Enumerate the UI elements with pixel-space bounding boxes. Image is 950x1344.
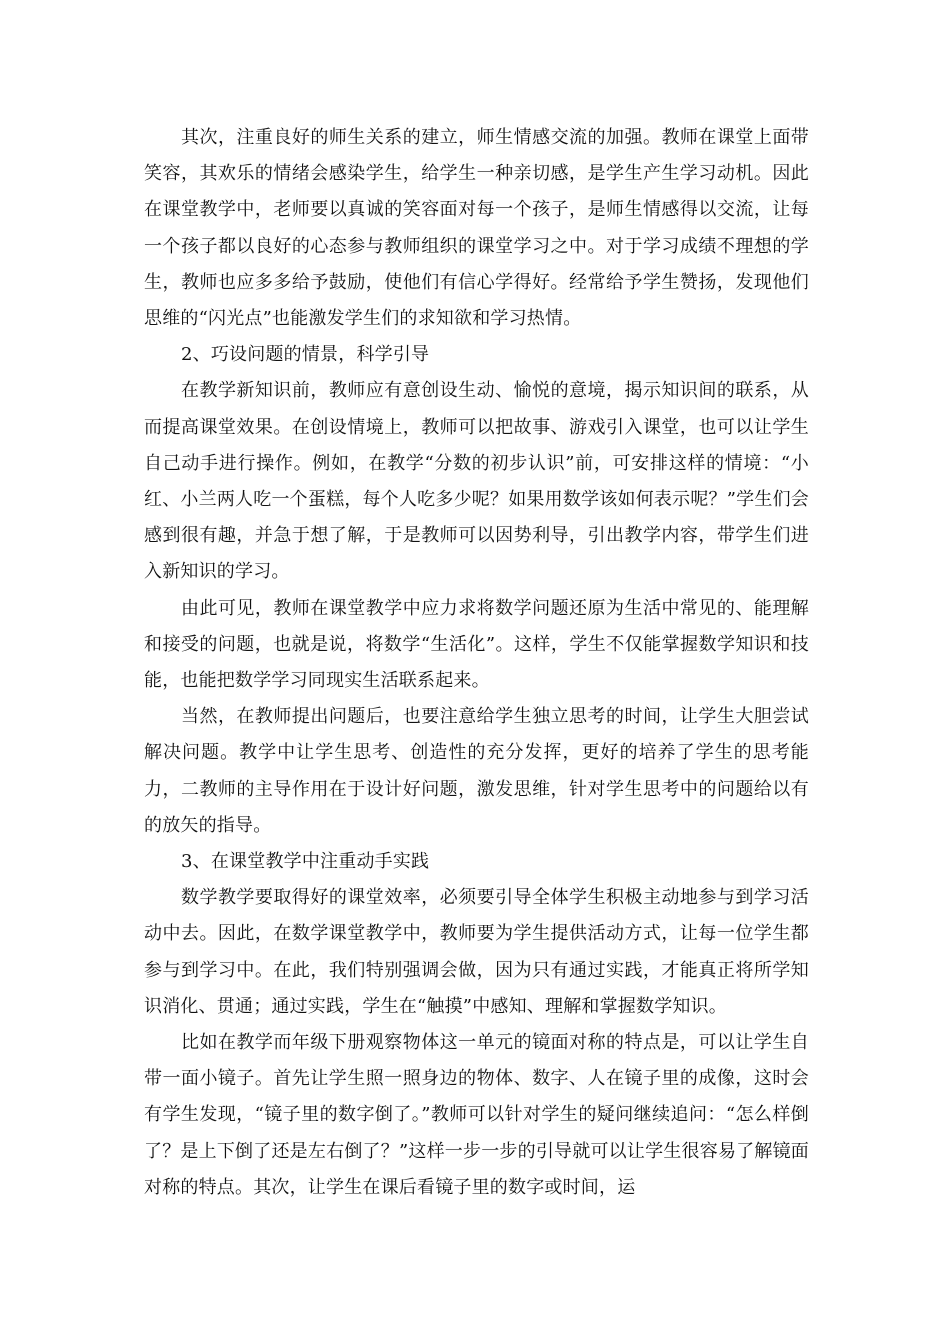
paragraph-mirror-example: 比如在教学而年级下册观察物体这一单元的镜面对称的特点是，可以让学生自带一面小镜子。首先让学生照一照身边的物体、数字、人在镜子里的成像，这时会有学生发现，“镜子里的数字倒了。”教师可以针对学生的疑问继续追问：“怎么样倒了？是上下倒了还是左右倒了？”这样一步一步的引导就可以让学生很容易了解镜面对称的特点。其次，让学生在课后看镜子里的数字或时间，运 (144, 1032, 809, 1198)
section-heading-2: 2、巧设问题的情景，科学引导 (181, 344, 430, 366)
paragraph-math-life: 由此可见，教师在课堂教学中应力求将数学问题还原为生活中常见的、能理解和接受的问题，也就是说，将数学“生活化”。这样，学生不仅能掌握数学知识和技能，也能把数学学习同现实生活联系起来。 (144, 597, 809, 692)
paragraph-hands-on-practice: 数学教学要取得好的课堂效率，必须要引导全体学生积极主动地参与到学习活动中去。因此，在数学课堂教学中，教师要为学生提供活动方式，让每一位学生都参与到学习中。在此，我们特别强调会做，因为只有通过实践，才能真正将所学知识消化、贯通；通过实践，学生在“触摸”中感知、理解和掌握数学知识。 (144, 887, 809, 1017)
paragraph-independent-thinking: 当然，在教师提出问题后，也要注意给学生独立思考的时间，让学生大胆尝试解决问题。教学中让学生思考、创造性的充分发挥，更好的培养了学生的思考能力，二教师的主导作用在于设计好问题，激发思维，针对学生思考中的问题给以有的放矢的指导。 (144, 706, 809, 836)
section-heading-3: 3、在课堂教学中注重动手实践 (181, 851, 430, 873)
document-body (144, 120, 809, 1206)
paragraph-teacher-student-relationship: 其次，注重良好的师生关系的建立，师生情感交流的加强。教师在课堂上面带笑容，其欢乐的情绪会感染学生，给学生一种亲切感，是学生产生学习动机。因此在课堂教学中，老师要以真诚的笑容面对每一个孩子，是师生情感得以交流，让每一个孩子都以良好的心态参与教师组织的课堂学习之中。对于学习成绩不理想的学生，教师也应多多给予鼓励，使他们有信心学得好。经常给予学生赞扬，发现他们思维的“闪光点”也能激发学生们的求知欲和学习热情。 (144, 127, 809, 330)
paragraph-create-situations: 在教学新知识前，教师应有意创设生动、愉悦的意境，揭示知识间的联系，从而提高课堂效果。在创设情境上，教师可以把故事、游戏引入课堂，也可以让学生自己动手进行操作。例如，在教学“分数的初步认识”前，可安排这样的情境：“小红、小兰两人吃一个蛋糕，每个人吃多少呢？如果用数学该如何表示呢？”学生们会感到很有趣，并急于想了解，于是教师可以因势利导，引出教学内容，带学生们进入新知识的学习。 (144, 380, 809, 583)
